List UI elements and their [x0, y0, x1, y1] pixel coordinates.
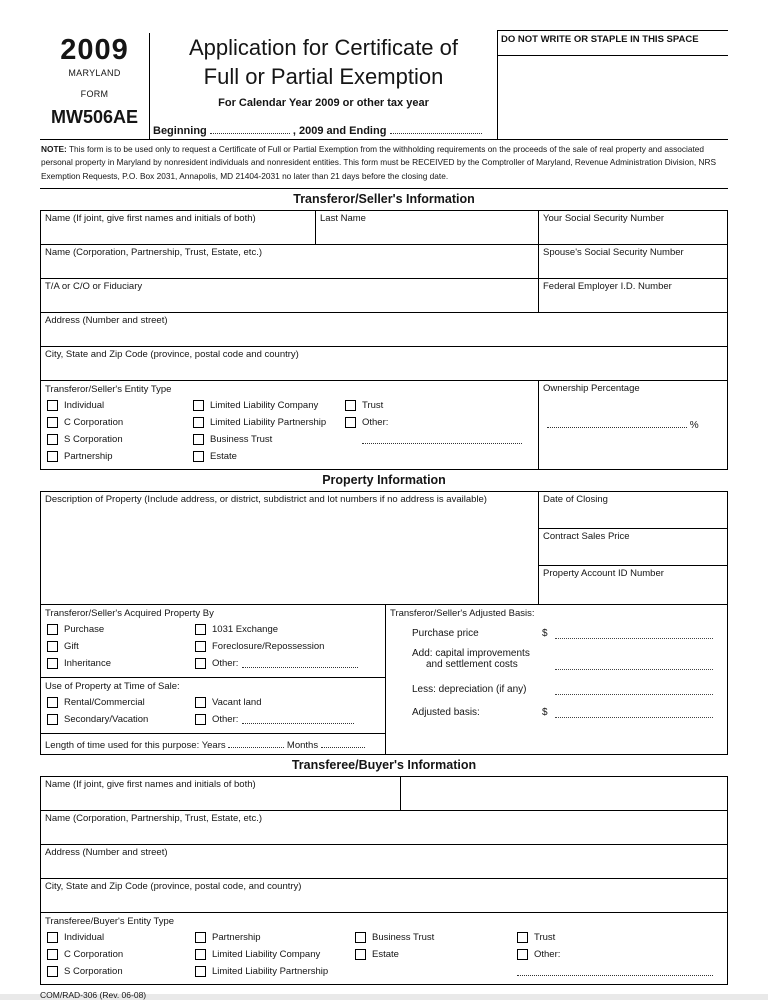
business-trust-checkbox[interactable] [193, 434, 204, 445]
option-other [517, 949, 560, 960]
checkbox-row [47, 929, 723, 946]
transferor-address-field[interactable] [41, 313, 727, 346]
option-inheritance [47, 658, 195, 669]
form-title-line2: Full or Partial Exemption [203, 63, 444, 89]
field-label: Address (Number and street) [45, 846, 168, 858]
years-line[interactable] [228, 738, 284, 748]
capital-improvements-line1: Add: capital improvements [412, 647, 530, 659]
llp-checkbox[interactable] [193, 417, 204, 428]
option-other [345, 417, 388, 428]
other-fill-in [517, 966, 713, 976]
tax-year: 2009 [60, 34, 129, 66]
option-llc [195, 949, 355, 960]
capital-improvements-line[interactable] [555, 660, 713, 670]
transferor-table [40, 210, 728, 470]
field-label: Name (Corporation, Partnership, Trust, Estate, etc.) [45, 246, 263, 258]
months-label: Months [286, 739, 319, 751]
adjusted-basis-row [412, 707, 713, 718]
checkbox-row [47, 655, 381, 672]
transferor-last-name-field[interactable] [315, 211, 538, 244]
field-label: Description of Property (Include address, or district, subdistrict and lot numbers if no address is available) [45, 493, 487, 505]
ownership-percentage-line[interactable] [547, 418, 687, 428]
c-corporation-checkbox[interactable] [47, 417, 58, 428]
option-individual [47, 400, 193, 411]
depreciation-row [412, 684, 713, 695]
depreciation-line[interactable] [555, 685, 713, 695]
field-label: Name (Corporation, Partnership, Trust, Estate, etc.) [45, 812, 263, 824]
field-label: T/A or C/O or Fiduciary [45, 280, 143, 292]
option-label: Estate [210, 450, 237, 462]
form-title-line1: Application for Certificate of [188, 35, 459, 60]
adjusted-basis-panel [385, 605, 727, 754]
individual-checkbox[interactable] [47, 400, 58, 411]
capital-improvements-line2: and settlement costs [426, 658, 518, 670]
use-of-property-label: Use of Property at Time of Sale: [45, 680, 180, 692]
field-label: Contract Sales Price [543, 530, 630, 542]
use-other-checkbox[interactable] [195, 714, 206, 725]
estate-checkbox[interactable] [355, 949, 366, 960]
transferee-name-field[interactable] [41, 777, 400, 810]
form-subtitle: For Calendar Year 2009 or other tax year [218, 97, 429, 110]
entity-type-label: Transferor/Seller's Entity Type [45, 383, 172, 395]
option-estate [193, 451, 345, 462]
gift-checkbox[interactable] [47, 641, 58, 652]
partnership-checkbox[interactable] [47, 451, 58, 462]
option-label: C Corporation [64, 948, 124, 960]
checkbox-row [47, 621, 381, 638]
checkbox-row [47, 963, 723, 980]
partnership-checkbox[interactable] [195, 932, 206, 943]
checkbox-row [47, 638, 381, 655]
estate-checkbox[interactable] [193, 451, 204, 462]
acquired-by-block [41, 605, 385, 678]
depreciation-label: Less: depreciation (if any) [412, 683, 527, 695]
option-label: Trust [534, 931, 556, 943]
option-business-trust [355, 932, 517, 943]
tax-period-row [153, 124, 497, 137]
beginning-label: Beginning [153, 125, 207, 137]
option-label: Other: [212, 657, 239, 669]
option-label: S Corporation [64, 433, 123, 445]
s-corporation-checkbox[interactable] [47, 434, 58, 445]
option-1031-exchange [195, 624, 278, 635]
contract-sales-price-field[interactable] [539, 529, 727, 566]
exchange-1031-checkbox[interactable] [195, 624, 206, 635]
adjusted-basis-title: Transferor/Seller's Adjusted Basis: [390, 607, 535, 619]
purchase-checkbox[interactable] [47, 624, 58, 635]
use-other-line[interactable] [242, 714, 354, 724]
field-label: Last Name [320, 212, 366, 224]
note-body: This form is to be used only to request a Certificate of Full or Partial Exemption from the withholding requirements on the proceeds of the sale of real property and associated personal property in Maryland by nonresident individuals and nonresident entities. This form must be RECEIVED by the Comptroller of Maryland, Revenue Administration Division, NRS Exemption Requests, P.O. Box 2031, Annapolis, MD 21404-2031 no later than 21 days before the closing date. [41, 144, 716, 181]
field-label: Date of Closing [543, 493, 608, 505]
dollar-sign: $ [542, 706, 548, 718]
field-label: Name (If joint, give first names and initials of both) [45, 778, 256, 790]
entity-type-label: Transferee/Buyer's Entity Type [45, 915, 175, 927]
option-partnership [195, 932, 355, 943]
acquired-other-line[interactable] [242, 658, 358, 668]
transferor-row-entity-name [41, 245, 727, 279]
transferor-name-field[interactable] [41, 211, 315, 244]
foreclosure-checkbox[interactable] [195, 641, 206, 652]
section-title-transferee: Transferee/Buyer's Information [291, 757, 477, 772]
option-llp [193, 417, 345, 428]
option-label: Individual [64, 931, 105, 943]
c-corporation-checkbox[interactable] [47, 949, 58, 960]
property-row-description [41, 492, 727, 605]
length-of-time-row [41, 734, 385, 754]
option-label: Individual [64, 399, 105, 411]
capital-improvements-label [412, 648, 542, 670]
property-row-details [41, 605, 727, 754]
adjusted-basis-label: Adjusted basis: [412, 706, 480, 718]
option-trust [345, 400, 383, 411]
transferee-entity-type-block [41, 913, 727, 984]
property-left-column [41, 605, 385, 754]
option-acquired-other [195, 658, 358, 669]
option-label: Purchase [64, 623, 105, 635]
ending-date-line[interactable] [390, 124, 482, 134]
individual-checkbox[interactable] [47, 932, 58, 943]
transferee-row-address [41, 845, 727, 879]
other-fill-in [345, 434, 522, 444]
transferor-row-address [41, 313, 727, 347]
purchase-price-row [412, 628, 713, 639]
option-label: Estate [372, 948, 399, 960]
checkbox-row [47, 397, 534, 414]
option-use-other [195, 714, 354, 725]
option-partnership [47, 451, 193, 462]
option-estate [355, 949, 517, 960]
transferee-city-field[interactable] [41, 879, 727, 912]
option-label: Business Trust [372, 931, 435, 943]
ownership-line-row [547, 418, 723, 431]
beginning-date-line[interactable] [210, 124, 290, 134]
field-label: Name (If joint, give first names and initials of both) [45, 212, 256, 224]
llc-checkbox[interactable] [193, 400, 204, 411]
option-label: Partnership [64, 450, 113, 462]
form-code: COM/RAD-306 (Rev. 06-08) [40, 989, 147, 1000]
field-label: City, State and Zip Code (province, postal code, and country) [45, 880, 302, 892]
option-label: Secondary/Vacation [64, 713, 149, 725]
option-label: Inheritance [64, 657, 112, 669]
llp-checkbox[interactable] [195, 966, 206, 977]
field-label: Your Social Security Number [543, 212, 665, 224]
option-label: Other: [362, 416, 389, 428]
property-description-field[interactable] [41, 492, 538, 604]
note-paragraph [40, 140, 728, 189]
vacant-land-checkbox[interactable] [195, 697, 206, 708]
purchase-price-label: Purchase price [412, 627, 479, 639]
rental-commercial-checkbox[interactable] [47, 697, 58, 708]
option-individual [47, 932, 195, 943]
option-label: Partnership [212, 931, 261, 943]
other-entity-line[interactable] [362, 434, 522, 444]
option-s-corporation [47, 434, 193, 445]
option-label: Limited Liability Partnership [210, 416, 327, 428]
business-trust-checkbox[interactable] [355, 932, 366, 943]
option-label: Other: [534, 948, 561, 960]
adjusted-basis-line[interactable] [555, 708, 713, 718]
years-label: Years [201, 739, 226, 751]
transferee-row-city [41, 879, 727, 913]
option-label: Rental/Commercial [64, 696, 145, 708]
transferee-row-entity-type [41, 913, 727, 984]
capital-improvements-row [412, 648, 713, 670]
option-c-corporation [47, 949, 195, 960]
checkbox-row [47, 448, 534, 465]
length-label: Length of time used for this purpose: [45, 739, 200, 751]
option-label: Vacant land [212, 696, 262, 708]
transferor-row-entity-type [41, 381, 727, 469]
use-of-property-block [41, 678, 385, 734]
option-s-corporation [47, 966, 195, 977]
option-llc [193, 400, 345, 411]
transferor-city-field[interactable] [41, 347, 727, 380]
field-label: Federal Employer I.D. Number [543, 280, 672, 292]
form-mw506ae [40, 30, 728, 1000]
s-corporation-checkbox[interactable] [47, 966, 58, 977]
field-label: Ownership Percentage [543, 382, 640, 394]
field-label: City, State and Zip Code (province, postal code and country) [45, 348, 299, 360]
transferee-name-extension-field[interactable] [400, 777, 727, 810]
checkbox-row [47, 431, 534, 448]
state-name: MARYLAND [68, 68, 121, 78]
option-llp [195, 966, 355, 977]
section-title-property: Property Information [322, 472, 446, 487]
option-vacant-land [195, 697, 261, 708]
option-label: Limited Liability Partnership [212, 965, 329, 977]
property-table [40, 491, 728, 755]
option-foreclosure [195, 641, 324, 652]
purchase-price-line[interactable] [555, 629, 713, 639]
form-number: MW506AE [50, 107, 139, 127]
transferor-row-name [41, 211, 727, 245]
option-label: Other: [212, 713, 239, 725]
months-line[interactable] [321, 738, 365, 748]
other-entity-line[interactable] [517, 966, 713, 976]
trust-checkbox[interactable] [517, 932, 528, 943]
secondary-vacation-checkbox[interactable] [47, 714, 58, 725]
form-id-block [40, 33, 150, 139]
transferee-address-field[interactable] [41, 845, 727, 878]
percent-sign: % [689, 419, 699, 431]
option-label: Trust [362, 399, 384, 411]
fiduciary-field[interactable] [41, 279, 538, 312]
do-not-write-notice: DO NOT WRITE OR STAPLE IN THIS SPACE [498, 30, 728, 56]
fein-field[interactable] [538, 279, 727, 312]
transferee-table [40, 776, 728, 985]
option-label: S Corporation [64, 965, 123, 977]
other-checkbox[interactable] [517, 949, 528, 960]
spouse-ssn-field[interactable] [538, 245, 727, 278]
option-gift [47, 641, 195, 652]
transferor-row-city [41, 347, 727, 381]
option-secondary-vacation [47, 714, 195, 725]
title-block [150, 30, 497, 139]
option-label: Gift [64, 640, 79, 652]
option-label: Limited Liability Company [212, 948, 321, 960]
property-right-column [538, 492, 727, 604]
acquired-by-label: Transferor/Seller's Acquired Property By [45, 607, 214, 619]
llc-checkbox[interactable] [195, 949, 206, 960]
transferee-entity-name-field[interactable] [41, 811, 727, 844]
official-use-block [497, 30, 728, 139]
field-label: Spouse's Social Security Number [543, 246, 684, 258]
property-account-id-field[interactable] [539, 566, 727, 604]
checkbox-row [47, 414, 534, 431]
field-label: Address (Number and street) [45, 314, 168, 326]
option-trust [517, 932, 555, 943]
inheritance-checkbox[interactable] [47, 658, 58, 669]
dollar-sign: $ [542, 627, 548, 639]
option-label: Business Trust [210, 433, 273, 445]
checkbox-row [47, 946, 723, 963]
form-title [150, 34, 497, 91]
section-title-transferor: Transferor/Seller's Information [293, 191, 475, 206]
other-checkbox[interactable] [345, 417, 356, 428]
option-c-corporation [47, 417, 193, 428]
option-label: Limited Liability Company [210, 399, 319, 411]
transferor-ssn-field[interactable] [538, 211, 727, 244]
form-word: FORM [80, 89, 109, 99]
option-business-trust [193, 434, 345, 445]
trust-checkbox[interactable] [345, 400, 356, 411]
option-label: Foreclosure/Repossession [212, 640, 325, 652]
field-label: Property Account ID Number [543, 567, 664, 579]
transferee-row-name [41, 777, 727, 811]
option-rental-commercial [47, 697, 195, 708]
date-of-closing-field[interactable] [539, 492, 727, 529]
note-label: NOTE: [41, 144, 67, 154]
option-purchase [47, 624, 195, 635]
transferor-entity-type-block [41, 381, 538, 469]
transferor-row-fiduciary [41, 279, 727, 313]
checkbox-row [47, 694, 381, 711]
option-label: C Corporation [64, 416, 124, 428]
ownership-percentage-field[interactable] [538, 381, 727, 469]
option-label: 1031 Exchange [212, 623, 279, 635]
checkbox-row [47, 711, 381, 728]
transferee-row-entity-name [41, 811, 727, 845]
ending-label: , 2009 and Ending [292, 125, 387, 137]
form-header [40, 30, 728, 140]
transferor-entity-name-field[interactable] [41, 245, 538, 278]
acquired-other-checkbox[interactable] [195, 658, 206, 669]
